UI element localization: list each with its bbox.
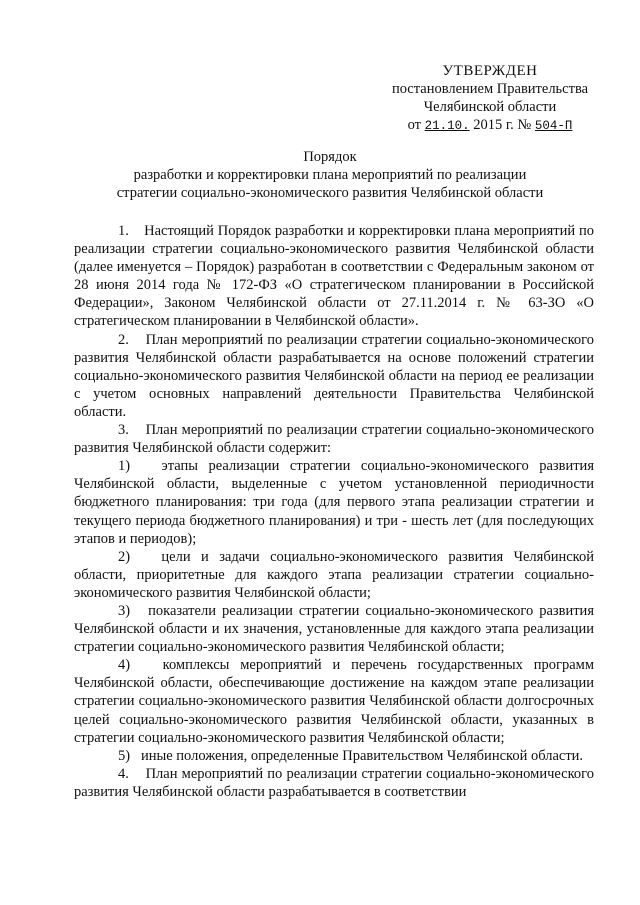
list-item-4: 4) комплексы мероприятий и перечень государственных программ Челябинской области, обеспечивающие достижение на каждом этапе реализации стратегии социально-экономического развития Челябинской области долгосрочных целей социально-экономического развития Челябинской области, указанных в стратегии социально-экономического развития Челябинской области;: [74, 657, 594, 746]
document-title: [60, 148, 600, 202]
paragraph-2: 2. План мероприятий по реализации стратегии социально-экономического развития Челябинской области разрабатывается на основе положений стратегии социально-экономического развития Челябинской области на период ее реализации с учетом основных направлений деятельности Правительства Челябинской области.: [74, 331, 594, 420]
list-item-3: 3) показатели реализации стратегии социально-экономического развития Челябинской области и их значения, установленные для каждого этапа реализации стратегии социально-экономического развития Челябинской области;: [74, 602, 594, 656]
paragraph-1: 1. Настоящий Порядок разработки и корректировки плана мероприятий по реализации стратегии социально-экономического развития Челябинской области (далее именуется – Порядок) разработан в соответствии с Федеральным законом от 28 июня 2014 года № 172-ФЗ «О стратегическом планировании в Российской Федерации», Законом Челябинской области от 27.11.2014 г. № 63-ЗО «О стратегическом планировании в Челябинской области».: [74, 223, 594, 330]
approval-stamp: [375, 62, 605, 135]
approval-number: 504-П: [534, 119, 573, 133]
approval-line-1: постановлением Правительства: [391, 81, 589, 97]
approval-heading: УТВЕРЖДЕН: [442, 63, 538, 79]
approval-date-prefix: от: [407, 117, 421, 133]
paragraph-3: 3. План мероприятий по реализации стратегии социально-экономического развития Челябинской области содержит:: [74, 422, 594, 457]
title-line-2: разработки и корректировки плана мероприятий по реализации: [133, 167, 527, 183]
list-item-2: 2) цели и задачи социально-экономического развития Челябинской области, приоритетные для каждого этапа реализации стратегии социально-экономического развития Челябинской области;: [74, 548, 594, 601]
approval-date-value: 21.10.: [424, 119, 470, 133]
list-item-5: 5) иные положения, определенные Правительством Челябинской области.: [118, 747, 584, 764]
document-body: [74, 222, 594, 801]
approval-date-year: 2015 г. №: [473, 117, 532, 133]
approval-line-2: Челябинской области: [423, 99, 557, 115]
list-item-1: 1) этапы реализации стратегии социально-экономического развития Челябинской области, выделенные с учетом установленной периодичности бюджетного планирования: три года (для первого этапа реализации стратегии и текущего периода бюджетного планирования) и три - шесть лет (для последующих этапов и периодов);: [74, 458, 594, 547]
approval-date-line: [375, 116, 605, 135]
paragraph-4: 4. План мероприятий по реализации стратегии социально-экономического развития Челябинской области разрабатывается в соответствии: [74, 765, 594, 800]
title-line-1: Порядок: [303, 149, 357, 165]
title-line-3: стратегии социально-экономического развития Челябинской области: [116, 185, 544, 201]
